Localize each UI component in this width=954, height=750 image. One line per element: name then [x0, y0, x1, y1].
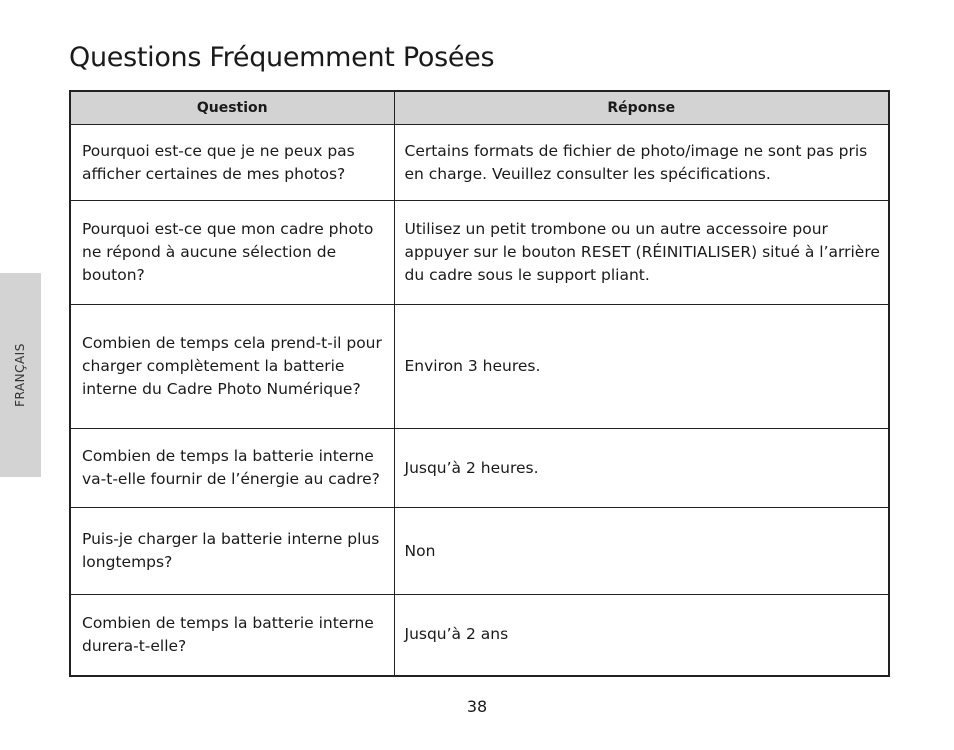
table-row: [70, 125, 889, 201]
question-cell: Combien de temps la batterie interne durera-t-elle?: [70, 595, 394, 676]
faq-table: [69, 90, 890, 677]
table-row: [70, 305, 889, 429]
answer-cell: Certains formats de fichier de photo/image ne sont pas pris en charge. Veuillez consulter les spécifications.: [394, 125, 889, 201]
faq-header-row: [70, 91, 889, 125]
language-side-tab-label: FRANÇAIS: [13, 343, 27, 407]
question-cell: Pourquoi est-ce que mon cadre photo ne répond à aucune sélection de bouton?: [70, 201, 394, 305]
answer-cell: Non: [394, 508, 889, 595]
page-title: Questions Fréquemment Posées: [69, 42, 495, 73]
question-cell: Pourquoi est-ce que je ne peux pas afficher certaines de mes photos?: [70, 125, 394, 201]
column-header-question: Question: [70, 91, 394, 125]
table-row: [70, 595, 889, 676]
question-cell: Puis-je charger la batterie interne plus longtemps?: [70, 508, 394, 595]
column-header-answer: Réponse: [394, 91, 889, 125]
answer-cell: Jusqu’à 2 heures.: [394, 429, 889, 508]
answer-cell: Environ 3 heures.: [394, 305, 889, 429]
page-number: 38: [466, 697, 488, 716]
answer-cell: Utilisez un petit trombone ou un autre accessoire pour appuyer sur le bouton RESET (RÉINITIALISER) situé à l’arrière du cadre sous le support pliant.: [394, 201, 889, 305]
question-cell: Combien de temps la batterie interne va-t-elle fournir de l’énergie au cadre?: [70, 429, 394, 508]
table-row: [70, 508, 889, 595]
answer-cell: Jusqu’à 2 ans: [394, 595, 889, 676]
table-row: [70, 429, 889, 508]
question-cell: Combien de temps cela prend-t-il pour charger complètement la batterie interne du Cadre Photo Numérique?: [70, 305, 394, 429]
table-row: [70, 201, 889, 305]
